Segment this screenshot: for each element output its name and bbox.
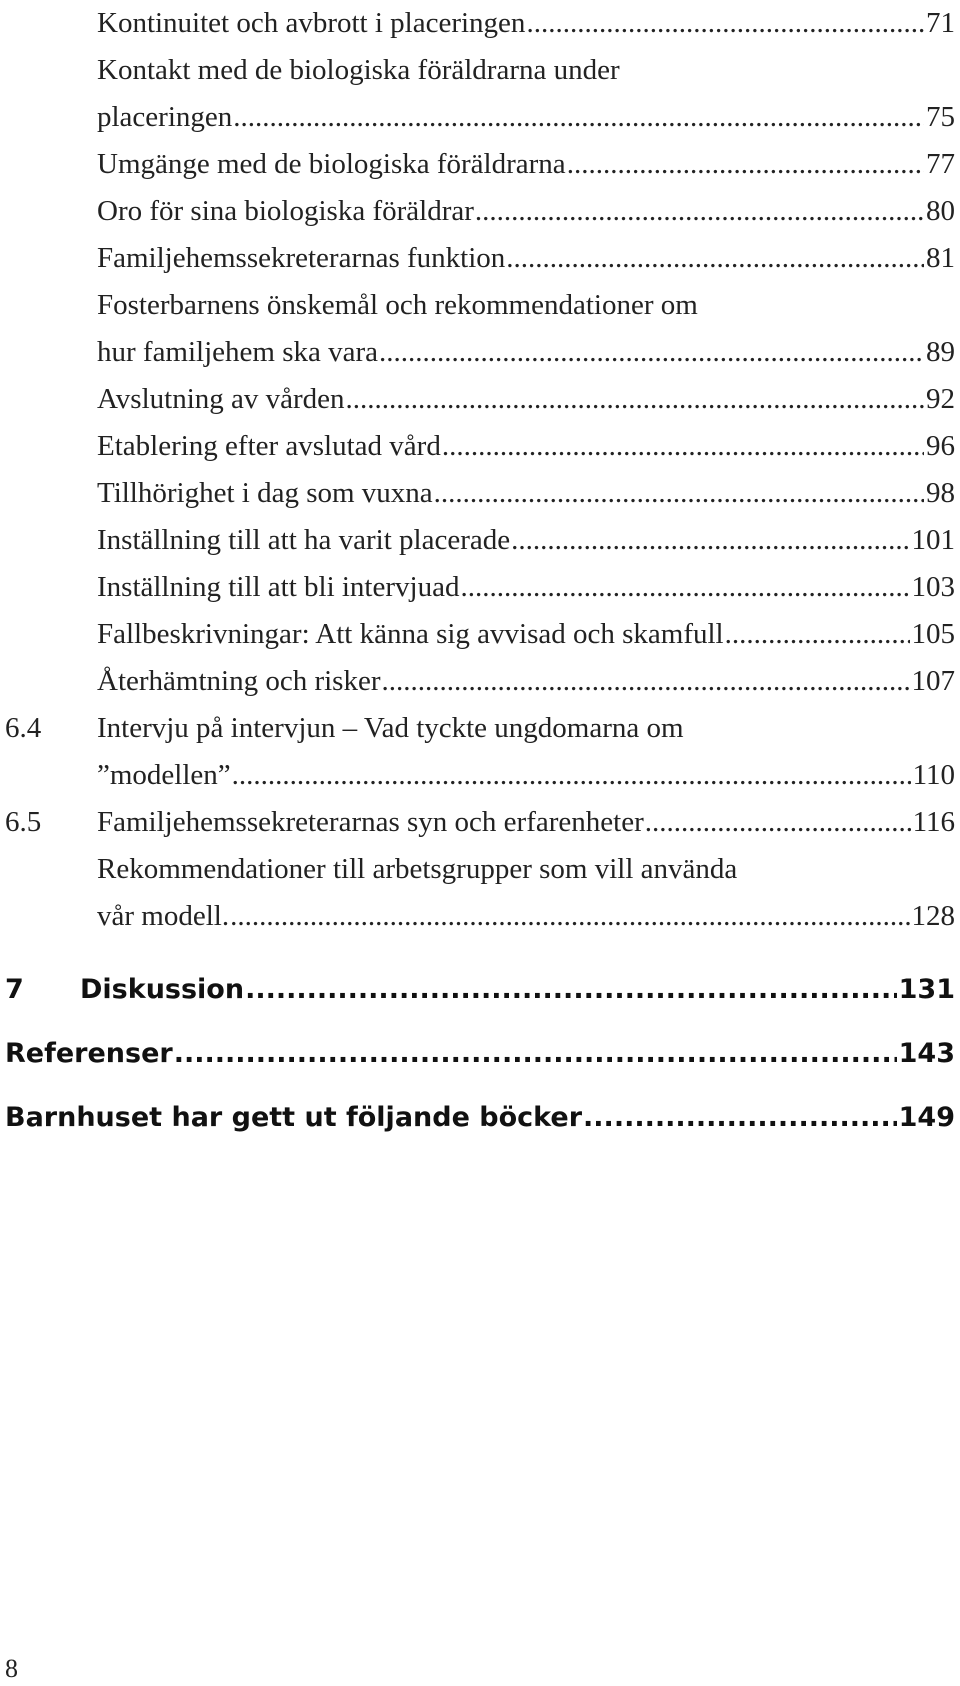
toc-entry-title: Familjehemssekreterarnas syn och erfarenheter [97, 806, 644, 838]
toc-chapter-page: 149 [898, 1102, 955, 1133]
toc-chapter-page: 143 [898, 1038, 955, 1069]
toc-entry-page: 75 [926, 101, 955, 133]
dot-leader [244, 958, 897, 1022]
toc-entry[interactable] [5, 376, 955, 423]
toc-entry-page: 110 [912, 759, 955, 791]
toc-chapter-entry[interactable] [5, 958, 955, 1022]
toc-entry-page: 107 [911, 665, 955, 697]
toc-entry-title: Umgänge med de biologiska föräldrarna [97, 148, 566, 180]
toc-chapter-number: 7 [5, 974, 24, 1005]
toc-entry-title: Intervju på intervjun – Vad tyckte ungdomarna om [97, 712, 684, 744]
toc-entry-title: ”modellen” [97, 759, 231, 791]
toc-entry[interactable] [5, 188, 955, 235]
toc-entry-number: 6.4 [5, 712, 42, 744]
toc-entry-page: 105 [911, 618, 955, 650]
toc-entry-page: 92 [926, 383, 955, 415]
toc-entry[interactable] [5, 0, 955, 47]
dot-leader [525, 0, 924, 47]
toc-entry[interactable] [5, 47, 955, 94]
toc-entry-title: Tillhörighet i dag som vuxna [97, 477, 433, 509]
dot-leader [433, 470, 924, 517]
toc-entry[interactable] [5, 94, 955, 141]
toc-entry[interactable] [5, 893, 955, 940]
toc-entry-title: Rekommendationer till arbetsgrupper som vill använda [97, 853, 738, 885]
toc-entry[interactable] [5, 846, 955, 893]
toc-entry[interactable] [5, 799, 955, 846]
toc-chapter-title: Referenser [5, 1038, 173, 1069]
page-number: 8 [5, 1654, 18, 1683]
toc-entry-number: 6.5 [5, 806, 42, 838]
dot-leader [232, 94, 924, 141]
toc-entry-page: 77 [926, 148, 955, 180]
toc-entry-page: 101 [911, 524, 955, 556]
dot-leader [378, 329, 924, 376]
toc-entry-page: 71 [926, 7, 955, 39]
toc-entry-page: 96 [926, 430, 955, 462]
toc-entry-title: Kontinuitet och avbrott i placeringen [97, 7, 526, 39]
toc-entry-page: 128 [911, 900, 955, 932]
toc-chapter-entry[interactable] [5, 1022, 955, 1086]
toc-entry-title: Fosterbarnens önskemål och rekommendationer om [97, 289, 698, 321]
dot-leader [231, 752, 911, 799]
dot-leader [644, 799, 911, 846]
toc-entry-page: 89 [926, 336, 955, 368]
toc-entry-title: hur familjehem ska vara [97, 336, 379, 368]
dot-leader [510, 517, 909, 564]
toc-entry-page: 98 [926, 477, 955, 509]
toc-entry-title: Avslutning av vården [97, 383, 345, 415]
dot-leader [345, 376, 924, 423]
toc-entry-page: 116 [912, 806, 955, 838]
toc-chapter-title: Barnhuset har gett ut följande böcker [5, 1102, 583, 1133]
dot-leader [474, 188, 924, 235]
toc-entry[interactable] [5, 752, 955, 799]
dot-leader [229, 893, 909, 940]
toc-entry[interactable] [5, 564, 955, 611]
dot-leader [459, 564, 909, 611]
table-of-contents [5, 0, 955, 1150]
dot-leader [173, 1022, 897, 1086]
toc-entry-title: Återhämtning och risker [97, 665, 381, 697]
toc-entry[interactable] [5, 517, 955, 564]
toc-entry-page: 103 [911, 571, 955, 603]
toc-chapter-entry[interactable] [5, 1086, 955, 1150]
dot-leader [441, 423, 924, 470]
toc-entry[interactable] [5, 282, 955, 329]
toc-entry-title: Etablering efter avslutad vård [97, 430, 441, 462]
dot-leader [566, 141, 924, 188]
toc-entry-title: Familjehemssekreterarnas funktion [97, 242, 506, 274]
toc-entry[interactable] [5, 470, 955, 517]
toc-entry[interactable] [5, 141, 955, 188]
toc-entry[interactable] [5, 329, 955, 376]
dot-leader [582, 1086, 897, 1150]
toc-entry[interactable] [5, 611, 955, 658]
toc-entry-page: 81 [926, 242, 955, 274]
toc-entry-title: vår modell. [97, 900, 230, 932]
toc-entry-page: 80 [926, 195, 955, 227]
toc-entry-title: placeringen [97, 101, 233, 133]
toc-entry-title: Fallbeskrivningar: Att känna sig avvisad och skamfull [97, 618, 724, 650]
toc-entry[interactable] [5, 705, 955, 752]
toc-entry[interactable] [5, 235, 955, 282]
toc-entry[interactable] [5, 423, 955, 470]
toc-entry-title: Oro för sina biologiska föräldrar [97, 195, 474, 227]
dot-leader [380, 658, 909, 705]
dot-leader [505, 235, 924, 282]
toc-entry-title: Kontakt med de biologiska föräldrarna under [97, 54, 620, 86]
toc-entry-title: Inställning till att bli intervjuad [97, 571, 460, 603]
toc-entry-title: Inställning till att ha varit placerade [97, 524, 511, 556]
toc-entry[interactable] [5, 658, 955, 705]
toc-chapter-page: 131 [898, 974, 955, 1005]
dot-leader [724, 611, 910, 658]
toc-chapter-title: Diskussion [80, 974, 245, 1005]
